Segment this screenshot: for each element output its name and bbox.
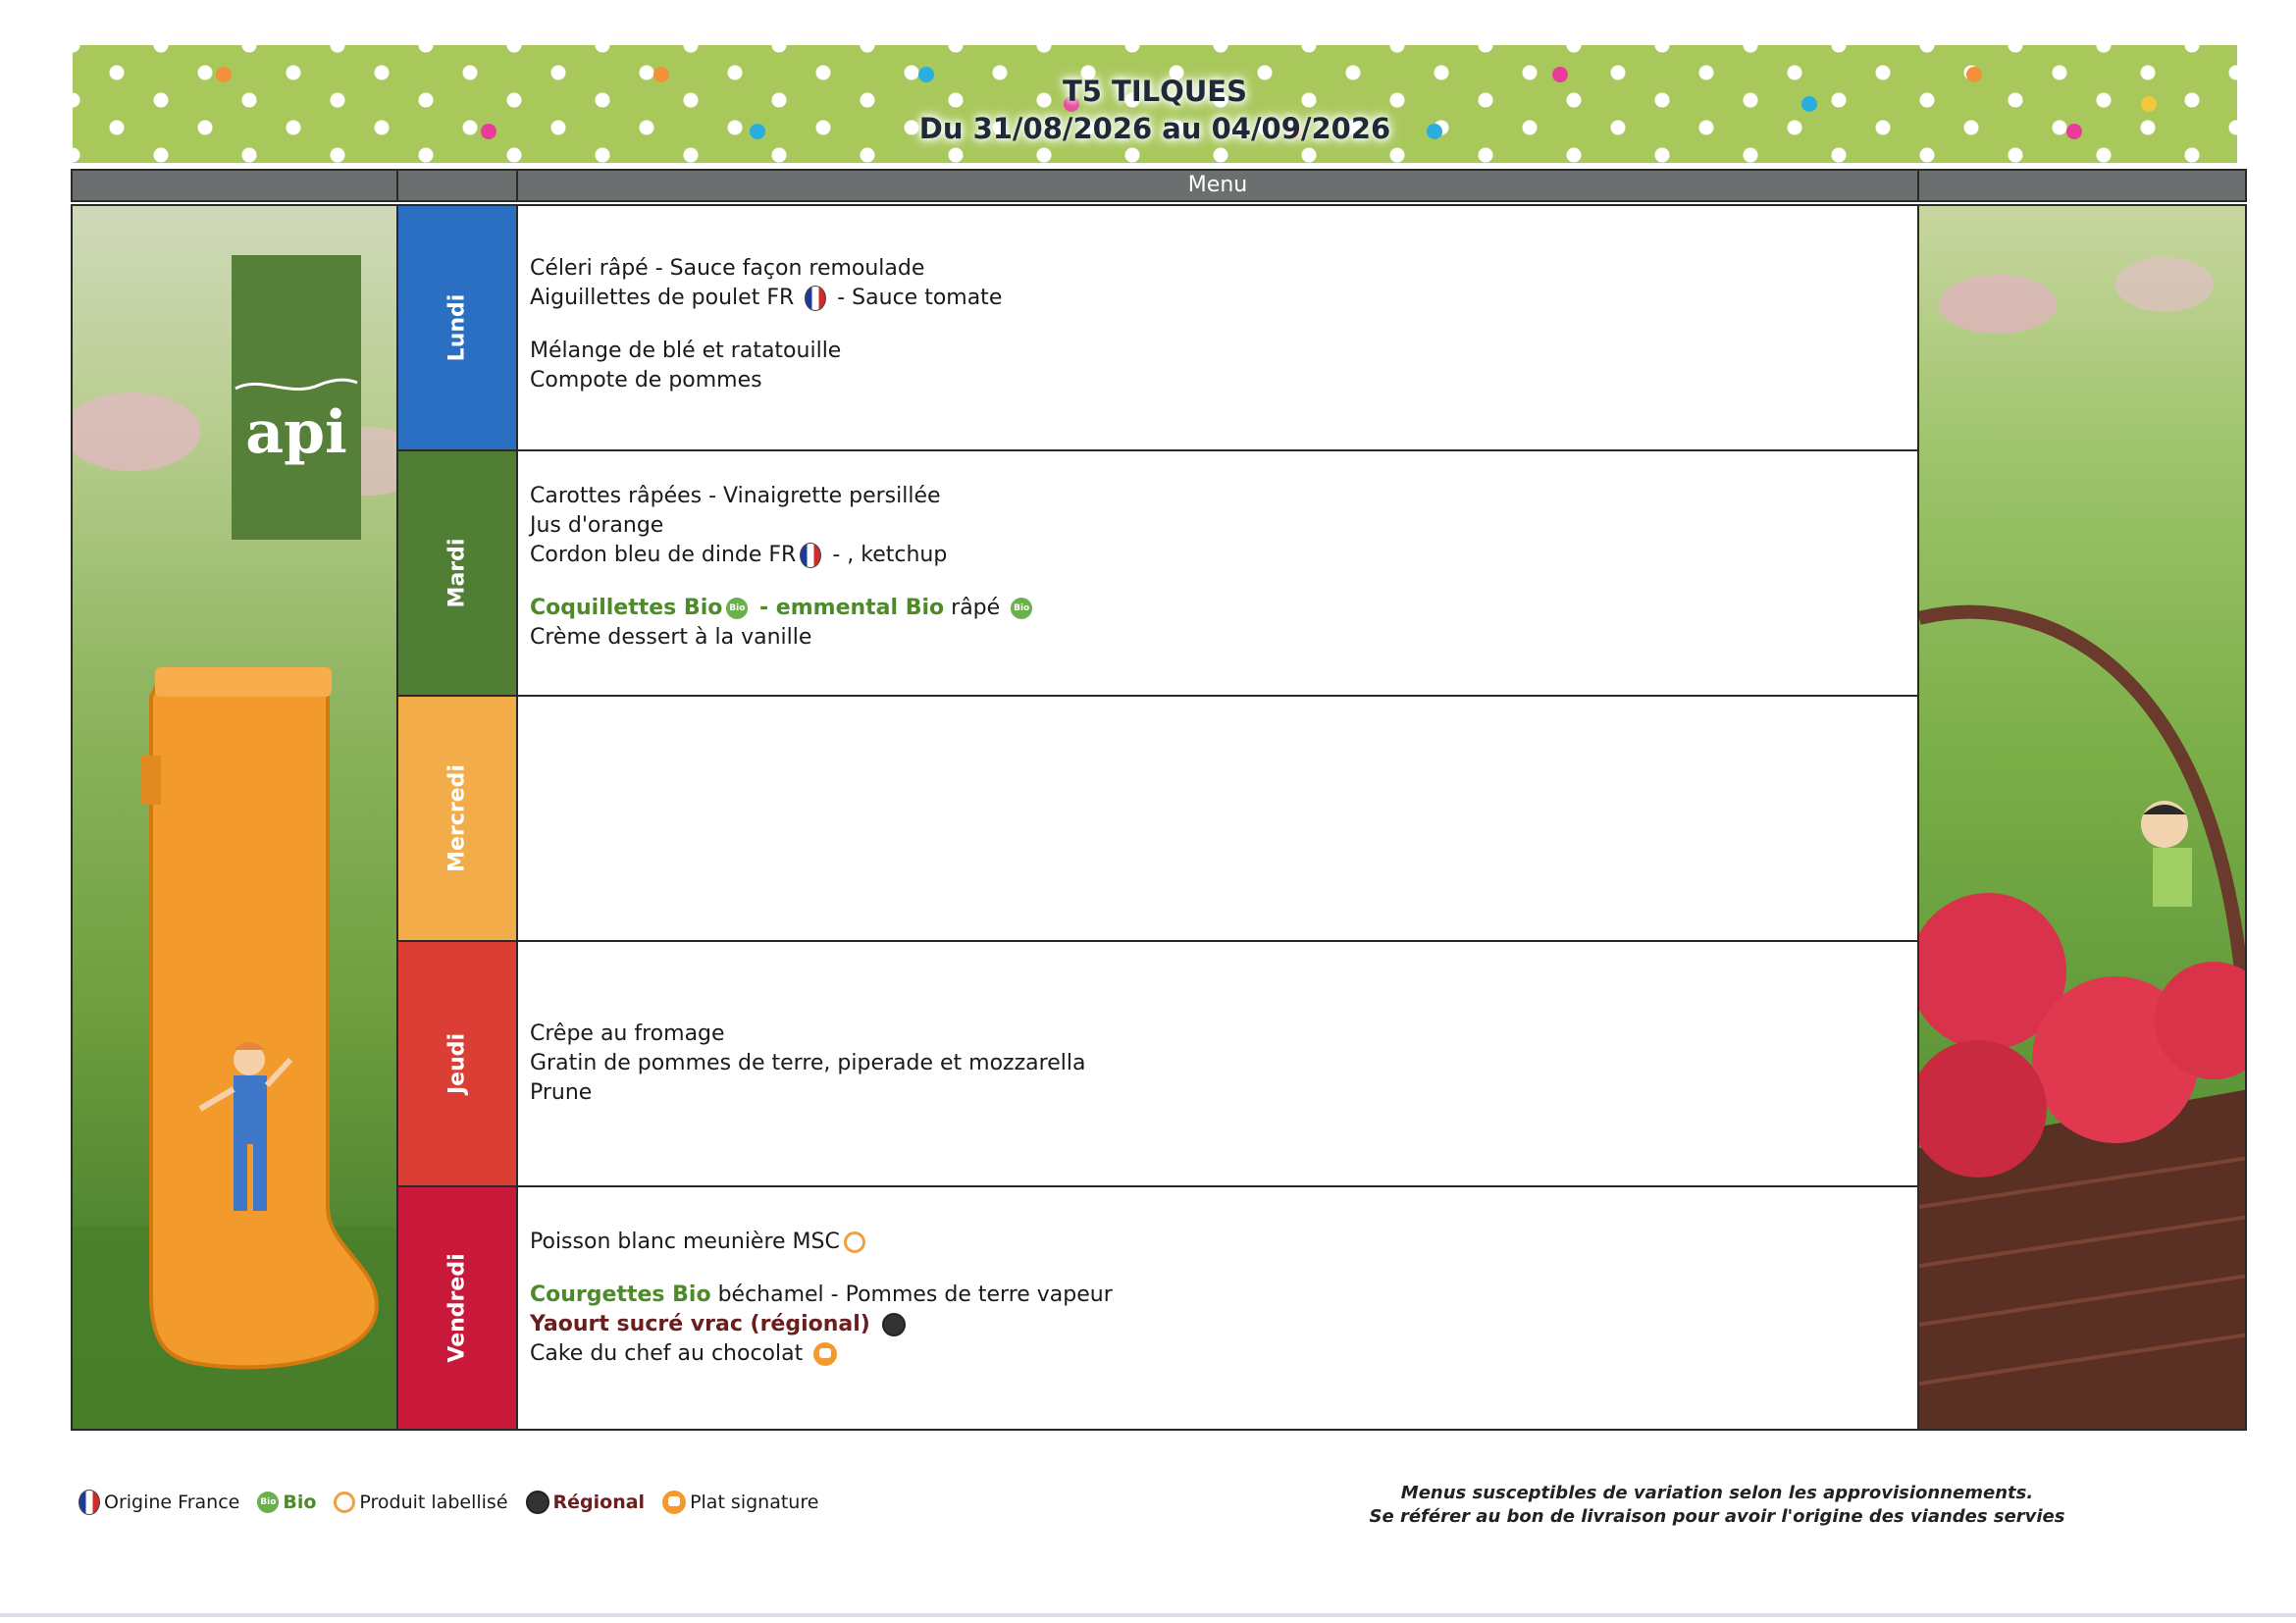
menu-item-text: - , ketchup xyxy=(825,543,948,567)
menu-item-text: - Sauce tomate xyxy=(830,286,1003,310)
banner-title xyxy=(73,73,2237,147)
day-label-mardi: Mardi xyxy=(444,538,470,608)
legend xyxy=(75,1490,832,1515)
france-flag-icon xyxy=(800,543,821,568)
legend-label: Bio xyxy=(283,1492,317,1513)
legend-label: Produit labellisé xyxy=(359,1492,508,1513)
menu-line xyxy=(530,1311,910,1338)
footer-note-line2: Se référer au bon de livraison pour avoir l'origine des viandes servies xyxy=(1369,1506,2065,1527)
menu-item-text: Cordon bleu de dinde FR xyxy=(530,543,797,567)
menu-line xyxy=(530,542,947,569)
left-decorative-image xyxy=(71,204,398,1431)
menu-item-text: Crème dessert à la vanille xyxy=(530,625,812,650)
day-cell-lundi xyxy=(396,204,518,451)
label-icon xyxy=(844,1231,865,1253)
menu-line xyxy=(530,483,941,510)
regional-icon xyxy=(882,1313,906,1336)
header-cell-menu: Menu xyxy=(516,169,1919,202)
apple-basket-illustration xyxy=(1919,599,2247,1431)
day-label-mercredi: Mercredi xyxy=(444,764,470,872)
menu-cell-lundi xyxy=(516,204,1919,451)
menu-line xyxy=(530,624,811,652)
menu-item-text: râpé xyxy=(944,596,1008,620)
day-cell-mercredi xyxy=(396,695,518,942)
menu-line xyxy=(530,285,1002,312)
menu-item-text: Carottes râpées - Vinaigrette persillée xyxy=(530,484,941,508)
header-banner xyxy=(73,45,2237,163)
header-cell-right xyxy=(1917,169,2247,202)
menu-item-text: Mélange de blé et ratatouille xyxy=(530,339,842,363)
regional-icon xyxy=(526,1491,549,1514)
menu-line xyxy=(530,512,663,540)
menu-line xyxy=(530,595,1036,622)
menu-item-text: Prune xyxy=(530,1080,593,1105)
table-header-row xyxy=(71,169,2247,204)
api-logo-text: api xyxy=(245,398,347,467)
bottom-rule xyxy=(0,1613,2296,1617)
menu-item-text: Jus d'orange xyxy=(530,513,664,538)
menu-cell-jeudi xyxy=(516,940,1919,1187)
footer-note xyxy=(1276,1482,2159,1529)
day-label-jeudi: Jeudi xyxy=(444,1032,470,1095)
menu-item-text: Crêpe au fromage xyxy=(530,1021,725,1046)
menu-item-text: Cake du chef au chocolat xyxy=(530,1341,810,1366)
bio-icon: Bio xyxy=(1011,598,1032,619)
legend-label: Régional xyxy=(552,1492,646,1513)
day-label-vendredi: Vendredi xyxy=(444,1253,470,1363)
day-cell-mardi xyxy=(396,449,518,697)
menu-item-text: béchamel - Pommes de terre vapeur xyxy=(710,1283,1113,1307)
right-decorative-image xyxy=(1917,204,2247,1431)
menu-item-text: Coquillettes Bio xyxy=(530,596,723,620)
menu-line xyxy=(530,338,841,365)
legend-label: Plat signature xyxy=(690,1492,819,1513)
date-range: Du 31/08/2026 au 04/09/2026 xyxy=(918,112,1391,145)
menu-item-text: Yaourt sucré vrac (régional) xyxy=(530,1312,878,1336)
logo-wave-icon xyxy=(232,371,361,400)
menu-cell-mercredi xyxy=(516,695,1919,942)
france-flag-icon xyxy=(78,1490,100,1515)
menu-item-text: Aiguillettes de poulet FR xyxy=(530,286,802,310)
signature-icon xyxy=(813,1342,837,1366)
bio-icon: Bio xyxy=(257,1492,279,1513)
header-cell-days xyxy=(396,169,518,202)
menu-item-text: - emmental Bio xyxy=(752,596,945,620)
header-cell-left xyxy=(71,169,398,202)
menu-line xyxy=(530,1079,592,1107)
menu-line xyxy=(530,1340,841,1368)
orange-boot-illustration xyxy=(141,657,387,1374)
footer-note-line1: Menus susceptibles de variation selon les approvisionnements. xyxy=(1400,1483,2034,1503)
day-cell-vendredi xyxy=(396,1185,518,1431)
menu-line xyxy=(530,255,924,283)
menu-title: T5 TILQUES xyxy=(1062,75,1247,108)
day-cell-jeudi xyxy=(396,940,518,1187)
api-logo xyxy=(232,255,361,540)
menu-line xyxy=(530,1229,869,1256)
france-flag-icon xyxy=(805,286,826,311)
menu-cell-vendredi xyxy=(516,1185,1919,1431)
menu-line xyxy=(530,1282,1113,1309)
menu-line xyxy=(530,1021,725,1048)
menu-item-text: Poisson blanc meunière MSC xyxy=(530,1230,840,1254)
day-label-lundi: Lundi xyxy=(444,293,470,362)
menu-item-text: Gratin de pommes de terre, piperade et mozzarella xyxy=(530,1051,1086,1075)
menu-item-text: Céleri râpé - Sauce façon remoulade xyxy=(530,256,925,281)
bio-icon: Bio xyxy=(726,598,748,619)
menu-item-text: Compote de pommes xyxy=(530,368,762,393)
label-icon xyxy=(334,1492,355,1513)
menu-line xyxy=(530,1050,1085,1077)
menu-line xyxy=(530,367,762,394)
menu-item-text: Courgettes Bio xyxy=(530,1283,711,1307)
menu-cell-mardi xyxy=(516,449,1919,697)
signature-icon xyxy=(662,1491,686,1514)
legend-label: Origine France xyxy=(104,1492,240,1513)
